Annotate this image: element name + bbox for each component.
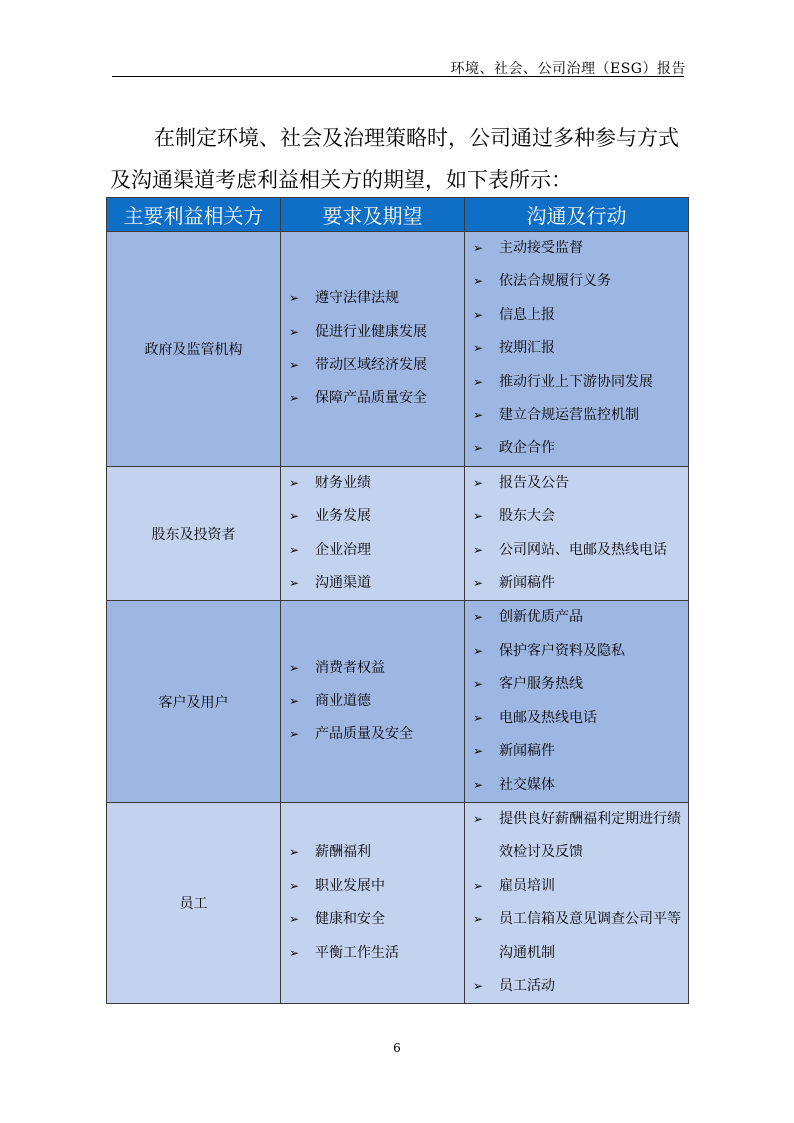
list-item-text: 股东大会 [499,508,555,525]
list-item [465,635,688,668]
list-item-text: 电邮及热线电话 [499,709,597,726]
arrow-bullet-icon: ➢ [289,727,300,742]
list-item [465,500,688,533]
list-item [465,299,688,332]
list-item [465,265,688,298]
arrow-bullet-icon: ➢ [289,845,300,860]
arrow-bullet-icon: ➢ [473,744,484,759]
list-item-text: 消费者权益 [315,659,385,676]
arrow-bullet-icon: ➢ [473,643,484,658]
actions-list [465,232,688,466]
intro-paragraph [110,117,690,201]
list-item-text: 带动区域经济发展 [315,356,427,373]
arrow-bullet-icon: ➢ [289,391,300,406]
list-item [281,718,464,751]
list-item [465,668,688,701]
actions-cell [465,232,689,467]
arrow-bullet-icon: ➢ [473,811,484,826]
list-item-text: 社交媒体 [499,776,555,793]
list-item-text: 推动行业上下游协同发展 [499,373,653,390]
arrow-bullet-icon: ➢ [473,408,484,423]
list-item [281,316,464,349]
list-item-text: 保障产品质量安全 [315,390,427,407]
arrow-bullet-icon: ➢ [289,509,300,524]
stakeholder-table [106,197,689,1004]
arrow-bullet-icon: ➢ [289,660,300,675]
list-item-text: 雇员培训 [499,877,555,894]
table-header-row [107,198,689,232]
actions-list [465,803,688,1003]
list-item-text: 促进行业健康发展 [315,323,427,340]
list-item [281,382,464,415]
list-item [281,534,464,567]
arrow-bullet-icon: ➢ [473,576,484,591]
arrow-bullet-icon: ➢ [289,542,300,557]
list-item [281,567,464,600]
list-item-text: 新闻稿件 [499,743,555,760]
table-row [107,601,689,802]
list-item [465,870,688,903]
list-item-text: 主动接受监督 [499,240,583,256]
list-item-text: 员工活动 [499,977,555,994]
arrow-bullet-icon: ➢ [289,945,300,960]
actions-cell [465,802,689,1003]
list-item [465,366,688,399]
arrow-bullet-icon: ➢ [473,341,484,356]
arrow-bullet-icon: ➢ [473,912,484,927]
list-item-text: 遵守法律法规 [315,290,399,307]
list-item-text: 沟通渠道 [315,575,371,592]
list-item-text: 员工信箱及意见调查公司平等沟通机制 [499,911,681,961]
list-item [465,735,688,768]
arrow-bullet-icon: ➢ [473,710,484,725]
stakeholder-cell: 员工 [107,802,281,1003]
list-item-text: 公司网站、电邮及热线电话 [499,541,667,558]
list-item-text: 财务业绩 [315,474,371,491]
list-item [465,803,688,870]
list-item-text: 建立合规运营监控机制 [499,407,639,424]
list-item-text: 健康和安全 [315,911,385,928]
header-expectations: 要求及期望 [281,198,465,232]
page-number: 6 [393,1041,401,1055]
arrow-bullet-icon: ➢ [473,978,484,993]
arrow-bullet-icon: ➢ [473,878,484,893]
arrow-bullet-icon: ➢ [473,777,484,792]
expectations-cell [281,466,465,601]
list-item-text: 报告及公告 [499,474,569,491]
arrow-bullet-icon: ➢ [473,475,484,490]
intro-line-2: 及沟通渠道考虑利益相关方的期望，如下表所示： [110,168,572,192]
header-stakeholder: 主要利益相关方 [107,198,281,232]
list-item [465,332,688,365]
list-item [281,870,464,903]
arrow-bullet-icon: ➢ [473,610,484,625]
list-item-text: 按期汇报 [499,340,555,357]
arrow-bullet-icon: ➢ [289,324,300,339]
arrow-bullet-icon: ➢ [289,576,300,591]
list-item [465,399,688,432]
list-item [281,282,464,315]
arrow-bullet-icon: ➢ [289,357,300,372]
list-item-text: 业务发展 [315,508,371,525]
arrow-bullet-icon: ➢ [473,374,484,389]
expectations-list [281,282,464,416]
table-body [107,232,689,1004]
expectations-list [281,836,464,970]
list-item [465,567,688,600]
list-item [281,937,464,970]
list-item [465,432,688,465]
arrow-bullet-icon: ➢ [473,307,484,322]
list-item [281,652,464,685]
list-item [465,903,688,970]
list-item [281,903,464,936]
actions-cell [465,601,689,802]
actions-cell [465,466,689,601]
list-item [465,601,688,634]
list-item [465,232,688,265]
list-item-text: 提供良好薪酬福利定期进行绩效检讨及反馈 [499,810,681,861]
list-item [465,467,688,500]
report-header-title: 环境、社会、公司治理（ESG）报告 [450,61,686,77]
list-item [281,500,464,533]
list-item [465,769,688,802]
stakeholder-cell: 股东及投资者 [107,466,281,601]
stakeholder-cell: 客户及用户 [107,601,281,802]
table-row [107,466,689,601]
list-item [281,685,464,718]
list-item [281,467,464,500]
arrow-bullet-icon: ➢ [473,274,484,289]
list-item [465,970,688,1003]
stakeholder-cell: 政府及监管机构 [107,232,281,467]
header-divider [112,76,684,77]
arrow-bullet-icon: ➢ [289,475,300,490]
list-item [281,836,464,869]
list-item-text: 信息上报 [499,306,555,323]
list-item-text: 职业发展中 [315,877,385,894]
table-row [107,232,689,467]
arrow-bullet-icon: ➢ [473,542,484,557]
list-item-text: 商业道德 [315,692,371,709]
arrow-bullet-icon: ➢ [289,878,300,893]
list-item-text: 客户服务热线 [499,676,583,693]
actions-list [465,601,688,801]
arrow-bullet-icon: ➢ [473,509,484,524]
list-item-text: 依法合规履行义务 [499,273,611,290]
list-item [465,534,688,567]
arrow-bullet-icon: ➢ [473,441,484,456]
list-item-text: 薪酬福利 [315,844,371,861]
list-item-text: 企业治理 [315,541,371,558]
table-row [107,802,689,1003]
list-item-text: 创新优质产品 [499,609,583,626]
list-item [465,702,688,735]
list-item-text: 产品质量及安全 [315,726,413,743]
header-communication: 沟通及行动 [465,198,689,232]
arrow-bullet-icon: ➢ [473,677,484,692]
list-item [281,349,464,382]
expectations-cell [281,232,465,467]
list-item-text: 政企合作 [499,440,555,457]
expectations-list [281,467,464,601]
list-item-text: 保护客户资料及隐私 [499,642,625,659]
expectations-cell [281,601,465,802]
arrow-bullet-icon: ➢ [473,241,484,255]
list-item-text: 新闻稿件 [499,575,555,592]
expectations-list [281,652,464,752]
arrow-bullet-icon: ➢ [289,912,300,927]
expectations-cell [281,802,465,1003]
arrow-bullet-icon: ➢ [289,291,300,306]
actions-list [465,467,688,601]
intro-line-1: 在制定环境、社会及治理策略时，公司通过多种参与方式 [154,126,679,150]
list-item-text: 平衡工作生活 [315,944,399,961]
arrow-bullet-icon: ➢ [289,693,300,708]
